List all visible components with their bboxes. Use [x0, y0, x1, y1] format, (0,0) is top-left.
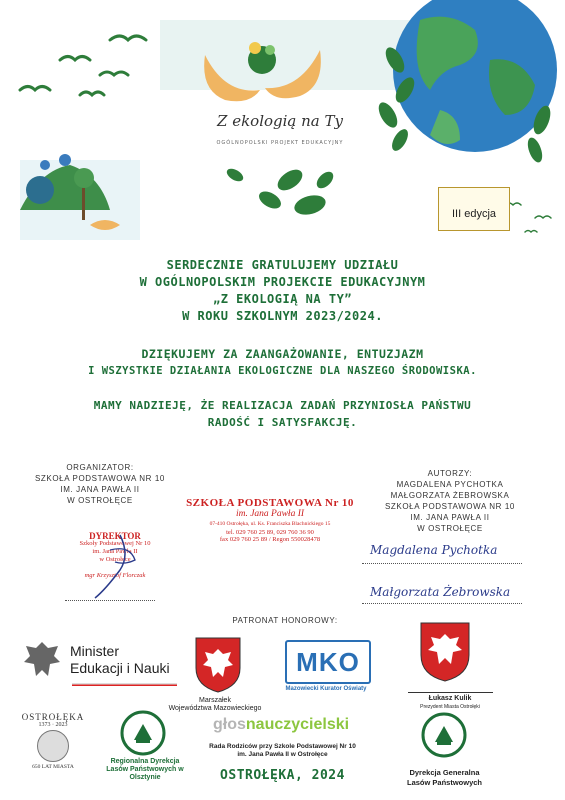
city-seal-emblem-icon	[37, 730, 69, 762]
main-line-4: W ROKU SZKOLNYM 2023/2024.	[182, 309, 383, 323]
patronage-heading: PATRONAT HONOROWY:	[232, 616, 338, 625]
authors-heading: AUTORZY:	[427, 469, 473, 478]
director-name: mgr Krzysztof Florczak	[84, 572, 146, 579]
main-line-1: SERDECZNIE GRATULUJEMY UDZIAŁU	[166, 258, 399, 272]
organizer-heading: ORGANIZATOR:	[66, 463, 134, 472]
forest-right-line-1: Dyrekcja Generalna	[409, 768, 480, 777]
thanks-line-2: I WSZYSTKIE DZIAŁANIA EKOLOGICZNE DLA NASZEGO ŚRODOWISKA.	[88, 365, 477, 377]
hope-line-2: RADOŚĆ I SATYSFAKCJĘ.	[207, 416, 358, 429]
author-signature-line-2	[362, 603, 522, 604]
author-signature-1: Magdalena Pychotka	[370, 543, 498, 557]
parents-council-caption	[200, 743, 365, 759]
main-line-2: W OGÓLNOPOLSKIM PROJEKCIE EDUKACYJNYM	[139, 275, 426, 289]
organizer-line-1: SZKOŁA PODSTAWOWA NR 10	[35, 474, 165, 483]
minister-eagle-icon	[22, 637, 62, 682]
ostroleka-coat-of-arms-icon	[418, 620, 472, 682]
marshal-line-2: Województwa Mazowieckiego	[168, 705, 262, 712]
city-anniversary-seal	[18, 712, 88, 784]
earth-globe-icon	[393, 0, 557, 152]
nauczycielski-part: nauczycielski	[245, 716, 350, 733]
city-seal-anniv: 650 LAT MIASTA	[32, 764, 74, 770]
marshal-line-1: Marszałek	[199, 697, 231, 704]
main-line-3: „Z EKOLOGIĄ NA TY”	[212, 292, 353, 306]
forest-left-caption	[90, 758, 200, 782]
director-title: DYREKTOR	[89, 531, 141, 541]
organizer-line-2: IM. JANA PAWŁA II	[60, 485, 140, 494]
director-line-1: Szkoły Podstawowej Nr 10	[79, 540, 151, 547]
stamp-name: SZKOŁA PODSTAWOWA Nr 10	[186, 497, 354, 509]
hope-line-1: MAMY NADZIEJĘ, ŻE REALIZACJA ZADAŃ PRZYNIOSŁA PAŃSTWU	[93, 399, 472, 412]
edition-label: III edycja	[451, 208, 497, 220]
minister-line-2: Edukacji i Nauki	[70, 660, 170, 676]
marshal-caption	[160, 697, 270, 713]
mayor-name: Łukasz Kulik	[428, 695, 472, 702]
director-line-2: im. Jana Pawła II	[92, 548, 138, 555]
thanks-line-1: DZIĘKUJEMY ZA ZAANGAŻOWANIE, ENTUZJAZM	[141, 347, 424, 361]
lasy-panstwowe-right-badge-icon	[421, 712, 467, 758]
city-seal-years: 1373 · 2023	[38, 722, 68, 728]
forest-left-line-1: Regionalna Dyrekcja	[110, 758, 180, 765]
mayor-title: Prezydent Miasta Ostrołęki	[420, 704, 480, 710]
minister-flag-bar	[72, 683, 177, 686]
stamp-fax: fax 029 760 25 89 / Regon 550028478	[219, 536, 321, 543]
director-signature-icon	[80, 530, 160, 600]
place-date: OSTROŁĘKA, 2024	[220, 768, 345, 783]
authors-line-4: IM. JANA PAWŁA II	[410, 513, 490, 522]
mko-logo	[285, 640, 371, 684]
mayor-caption	[400, 695, 500, 711]
authors-block	[355, 468, 545, 534]
thanks-block	[0, 346, 565, 380]
organizer-block	[20, 462, 180, 506]
mko-label: MKO	[296, 646, 360, 677]
council-line-1: Rada Rodziców przy Szkole Podstawowej Nr 10	[209, 743, 356, 750]
authors-line-5: W OSTROŁĘCE	[417, 524, 483, 533]
mayor-signature-line	[408, 692, 493, 693]
project-logo-title: Z ekologią na Ty	[217, 112, 343, 130]
glos-nauczycielski-logo	[213, 716, 349, 734]
glos-part: głos	[213, 716, 246, 733]
authors-line-2: MAŁGORZATA ŻEBROWSKA	[390, 491, 510, 500]
hope-block	[0, 397, 565, 431]
authors-line-1: MAGDALENA PYCHOTKA	[396, 480, 504, 489]
lasy-panstwowe-left-badge-icon	[120, 710, 166, 756]
mazovia-coat-of-arms-icon	[193, 635, 243, 693]
minister-line-1: Minister	[70, 643, 120, 659]
council-line-2: im. Jana Pawła II w Ostrołęce	[237, 751, 328, 758]
organizer-line-3: W OSTROŁĘCE	[67, 496, 133, 505]
minister-logo-text	[70, 643, 170, 677]
stamp-patron: im. Jana Pawła II	[235, 509, 305, 519]
director-signature-line	[65, 600, 155, 601]
edition-badge	[438, 187, 510, 231]
school-stamp	[170, 497, 370, 543]
author-signature-2: Małgorzata Żebrowska	[370, 585, 511, 599]
project-logo-subtitle: OGÓLNOPOLSKI PROJEKT EDUKACYJNY	[216, 140, 344, 146]
congratulations-block	[0, 257, 565, 325]
city-seal-name: OSTROŁĘKA	[21, 712, 85, 722]
stamp-phone: tel. 029 760 25 89, 029 760 36 90	[226, 529, 314, 536]
director-line-3: w Ostrołęce	[99, 556, 131, 563]
mko-caption: Mazowiecki Kurator Oświaty	[285, 686, 367, 692]
authors-line-3: SZKOŁA PODSTAWOWA NR 10	[385, 502, 515, 511]
stamp-address: 07-410 Ostrołęka, ul. Ks. Franciszka Blachnickiego 15	[209, 521, 331, 527]
forest-right-line-2: Lasów Państwowych	[406, 778, 483, 787]
forest-left-line-2: Lasów Państwowych w Olsztynie	[106, 766, 184, 781]
author-signature-line-1	[362, 563, 522, 564]
forest-right-caption	[392, 768, 497, 788]
